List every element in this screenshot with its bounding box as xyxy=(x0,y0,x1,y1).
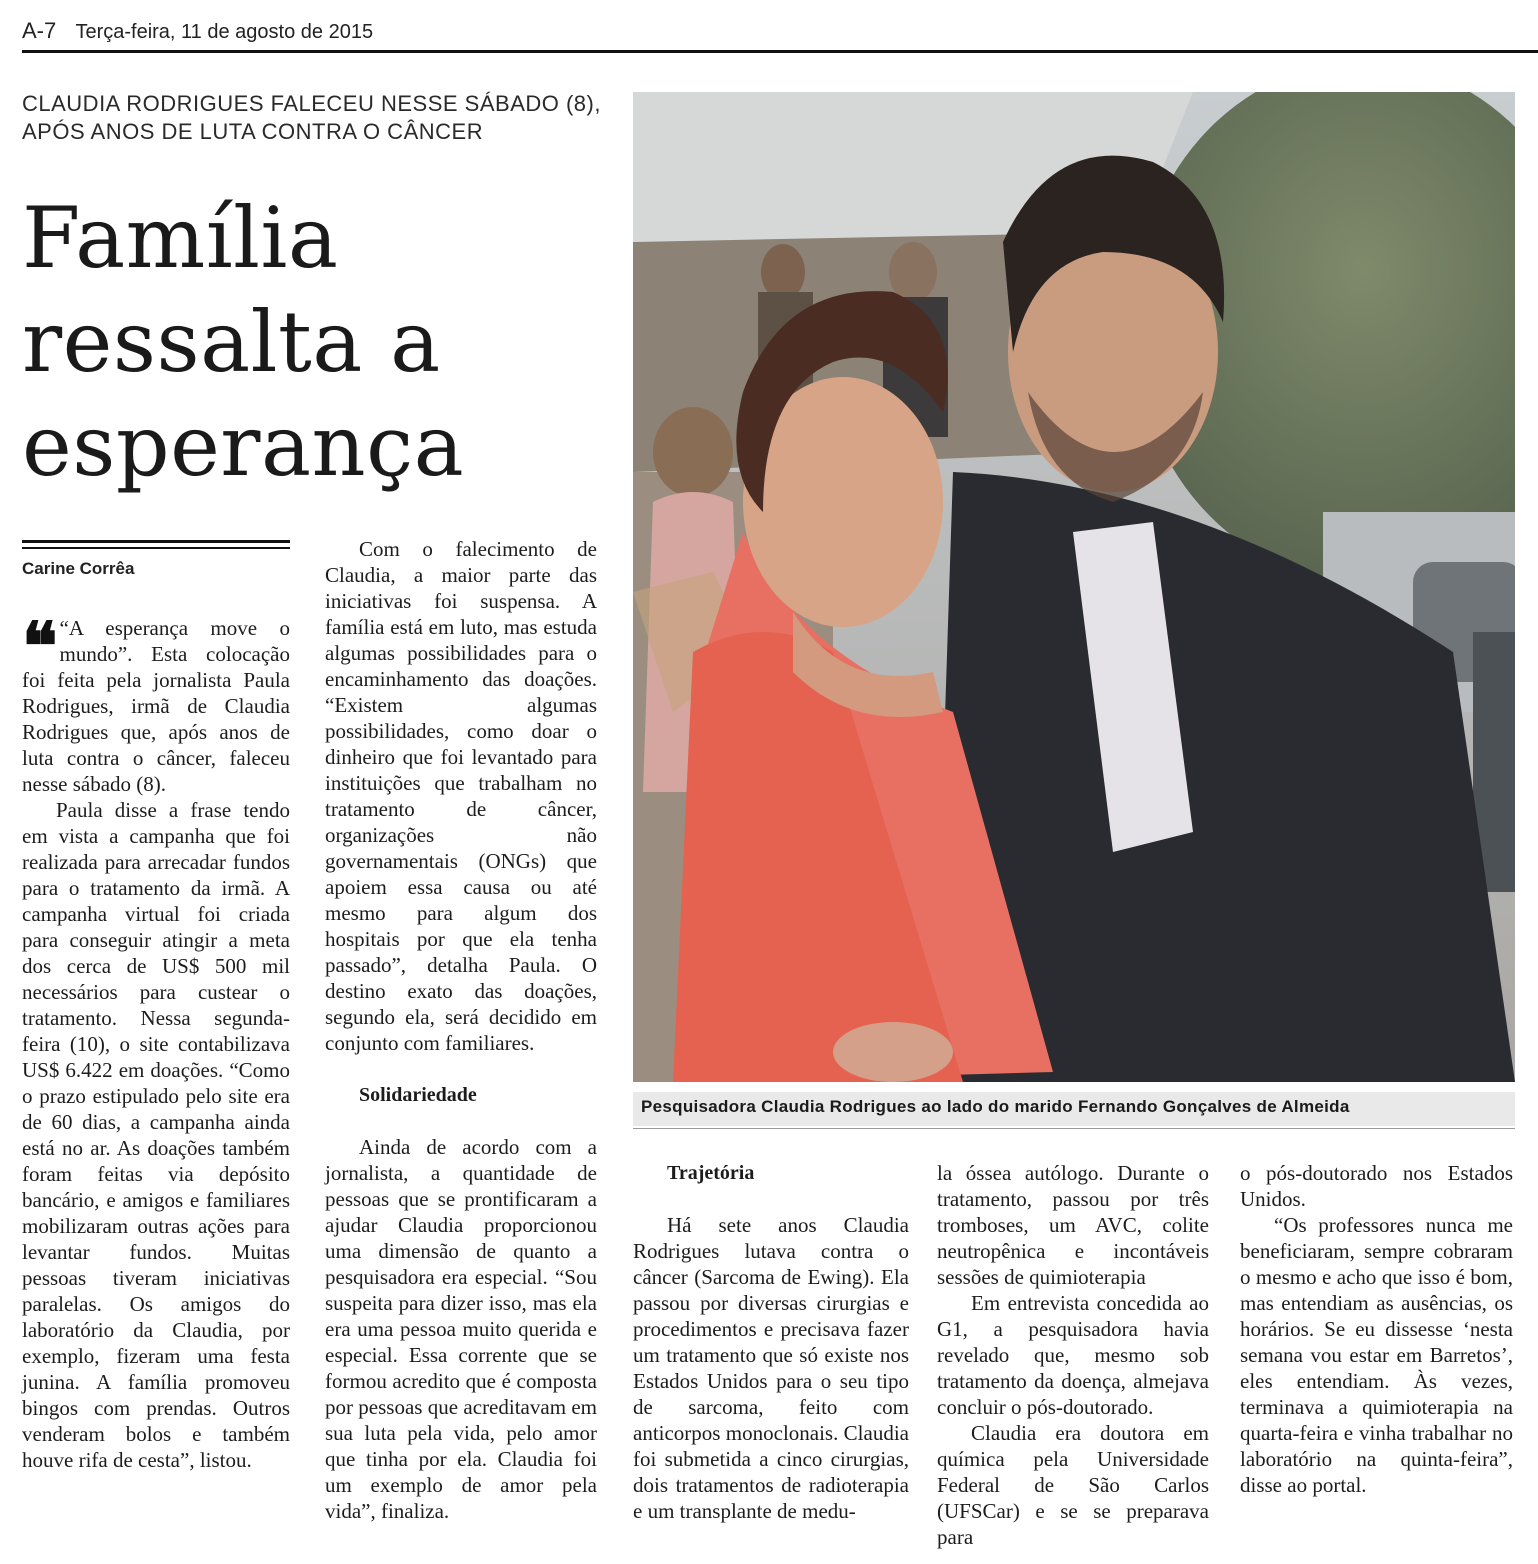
lead-paragraph xyxy=(22,607,290,797)
caption-rule xyxy=(633,1128,1515,1129)
article-column-4 xyxy=(937,1160,1209,1550)
subhead-solidariedade: Solidariedade xyxy=(359,1084,477,1106)
folio-rule xyxy=(22,50,1538,53)
paragraph: o pós-doutorado nos Estados Unidos. xyxy=(1240,1161,1513,1211)
headline xyxy=(22,186,612,498)
page-number: A-7 xyxy=(22,18,57,43)
photo-caption: Pesquisadora Claudia Rodrigues ao lado do marido Fernando Gonçalves de Almeida xyxy=(633,1092,1515,1126)
article-photo xyxy=(633,92,1515,1082)
photo-couple xyxy=(633,92,1515,1082)
kicker xyxy=(22,90,612,146)
article-column-2 xyxy=(325,536,597,1524)
article-column-1 xyxy=(22,607,290,1473)
paragraph: Claudia era doutora em química pela Universidade Federal de São Carlos (UFSCar) e se se preparava para xyxy=(937,1421,1209,1549)
kicker-line-2: APÓS ANOS DE LUTA CONTRA O CÂNCER xyxy=(22,119,484,144)
headline-line-3: esperança xyxy=(22,397,465,495)
subhead-trajetoria: Trajetória xyxy=(667,1162,755,1184)
article-column-5 xyxy=(1240,1160,1513,1498)
lead-paragraph-text: “A esperança move o mundo”. Esta colocação foi feita pela jornalista Paula Rodrigues, irmã de Claudia Rodrigues que, após anos de luta contra o câncer, faleceu nesse sábado (8). xyxy=(22,616,290,796)
article-column-3 xyxy=(633,1160,909,1524)
headline-line-1: Família xyxy=(22,189,339,287)
byline: Carine Corrêa xyxy=(22,559,135,578)
paragraph: Ainda de acordo com a jornalista, a quantidade de pessoas que se prontificaram a ajudar Claudia proporcionou uma dimensão de quanto a pesquisadora era especial. “Sou suspeita para dizer isso, mas ela era uma pessoa muito querida e especial. Essa corrente que se formou acredito que é composta por pessoas que acreditavam em sua luta pela vida, pelo amor que tinha por ela. Claudia foi um exemplo de amor pela vida”, finaliza. xyxy=(325,1135,597,1523)
paragraph: la óssea autólogo. Durante o tratamento, passou por três tromboses, um AVC, colite neutropênica e incontáveis sessões de quimioterapia xyxy=(937,1161,1209,1289)
paragraph: Em entrevista concedida ao G1, a pesquisadora havia revelado que, mesmo sob tratamento da doença, almejava concluir o pós-doutorado. xyxy=(937,1291,1209,1419)
paragraph: Com o falecimento de Claudia, a maior parte das iniciativas foi suspensa. A família está em luto, mas estuda algumas possibilidades para o encaminhamento das doações. “Existem algumas possibilidades, como doar o dinheiro que foi levantado para instituições que trabalham no tratamento de câncer, organizações não governamentais (ONGs) que apoiem essa causa ou até mesmo para algum dos hospitais por que ela tenha passado”, detalha Paula. O destino exato das doações, segundo ela, será decidido em conjunto com familiares. xyxy=(325,537,597,1055)
page-folio xyxy=(22,18,1522,50)
byline-rule xyxy=(22,540,290,549)
paragraph: Paula disse a frase tendo em vista a campanha que foi realizada para arrecadar fundos para o tratamento da irmã. A campanha virtual foi criada para conseguir atingir a meta dos cerca de US$ 500 mil necessários para custear o tratamento. Nessa segunda-feira (10), o site contabilizava US$ 6.422 em doações. “Como o prazo estipulado pelo site era de 60 dias, a campanha ainda está no ar. As doações também foram feitas via depósito bancário, e amigos e familiares mobilizaram outras ações para levantar fundos. Muitas pessoas tiveram iniciativas paralelas. Os amigos do laboratório da Claudia, por exemplo, fizeram uma festa junina. A família promoveu bingos com prendas. Outros venderam bolos e também houve rifa de cesta”, listou. xyxy=(22,798,290,1472)
paragraph: “Os professores nunca me beneficiaram, sempre cobraram o mesmo e acho que isso é bom, mas entendiam as ausências, os horários. Se eu dissesse ‘nesta semana vou estar em Barretos’, eles entendiam. Às vezes, terminava a quimioterapia na quarta-feira e vinha trabalhar no laboratório na quinta-feira”, disse ao portal. xyxy=(1240,1213,1513,1497)
paragraph: Há sete anos Claudia Rodrigues lutava contra o câncer (Sarcoma de Ewing). Ela passou por diversas cirurgias e procedimentos e precisava fazer um tratamento que só existe nos Estados Unidos para o seu tipo de sarcoma, feito com anticorpos monoclonais. Claudia foi submetida a cinco cirurgias, dois tratamentos de radioterapia e um transplante de medu- xyxy=(633,1213,909,1523)
kicker-line-1: CLAUDIA RODRIGUES FALECEU NESSE SÁBADO (8), xyxy=(22,91,601,116)
headline-line-2: ressalta a xyxy=(22,293,441,391)
quote-mark-icon: ❝ xyxy=(22,607,58,685)
issue-date: Terça-feira, 11 de agosto de 2015 xyxy=(75,21,374,43)
